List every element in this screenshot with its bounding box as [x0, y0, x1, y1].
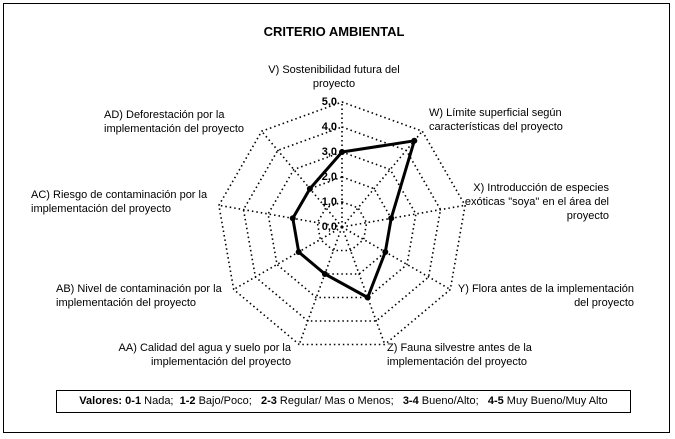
grid-ring-3	[268, 152, 416, 298]
data-point	[322, 271, 328, 277]
legend-segment: Bueno/Alto;	[418, 395, 488, 407]
spoke-2	[342, 205, 465, 227]
category-label: AB) Nivel de contaminación por la implementación del proyecto	[56, 283, 222, 309]
tick-label: 1,0	[321, 196, 337, 208]
spoke-3	[342, 227, 450, 290]
tick-label: 3,0	[321, 146, 337, 158]
legend-segment: 1-2	[179, 395, 196, 407]
chart-frame	[3, 3, 670, 433]
legend-segment: Valores:	[79, 395, 123, 407]
category-label: Z) Fauna silvestre antes de la implementación del proyecto	[387, 342, 532, 368]
legend-segment: Nada;	[141, 395, 180, 407]
chart-title: CRITERIO AMBIENTAL	[263, 24, 405, 39]
grid-ring-5	[219, 102, 465, 345]
data-point	[411, 138, 417, 144]
category-label: V) Sostenibilidad futura del proyecto	[268, 64, 400, 90]
legend-segment: 3-4	[402, 395, 419, 407]
value-legend	[56, 390, 631, 413]
radar-chart	[4, 4, 671, 434]
series-line	[293, 141, 415, 298]
spoke-5	[299, 227, 342, 345]
legend-segment: 2-3	[260, 395, 277, 407]
legend-segment: 0-1	[125, 395, 142, 407]
legend-segment: Bajo/Poco;	[195, 395, 261, 407]
tick-label: 5,0	[321, 96, 337, 108]
data-point	[290, 215, 296, 221]
data-point	[296, 249, 302, 255]
category-label: AD) Deforestación por la implementación del proyecto	[104, 109, 245, 135]
category-label: Y) Flora antes de la implementación del proyecto	[457, 283, 634, 309]
legend-segment: Regular/ Mas o Menos;	[276, 395, 403, 407]
data-point	[307, 186, 313, 192]
data-point	[365, 295, 371, 301]
category-label: X) Introducción de especies exóticas "soya" en el área del proyecto	[464, 182, 609, 222]
data-point	[388, 215, 394, 221]
spoke-6	[234, 227, 342, 290]
tick-label: 2,0	[321, 171, 337, 183]
legend-segment: 4-5	[487, 395, 504, 407]
tick-label: 4,0	[321, 121, 337, 133]
legend-segment: Muy Bueno/Muy Alto	[503, 395, 608, 407]
category-label: W) Límite superficial según características del proyecto	[429, 107, 563, 133]
category-label: AA) Calidad del agua y suelo por la implementación del proyecto	[118, 342, 291, 368]
category-label: AC) Riesgo de contaminación por la implementación del proyecto	[31, 189, 208, 215]
data-point	[382, 249, 388, 255]
tick-label: 0,0	[321, 221, 337, 233]
data-point	[339, 149, 345, 155]
